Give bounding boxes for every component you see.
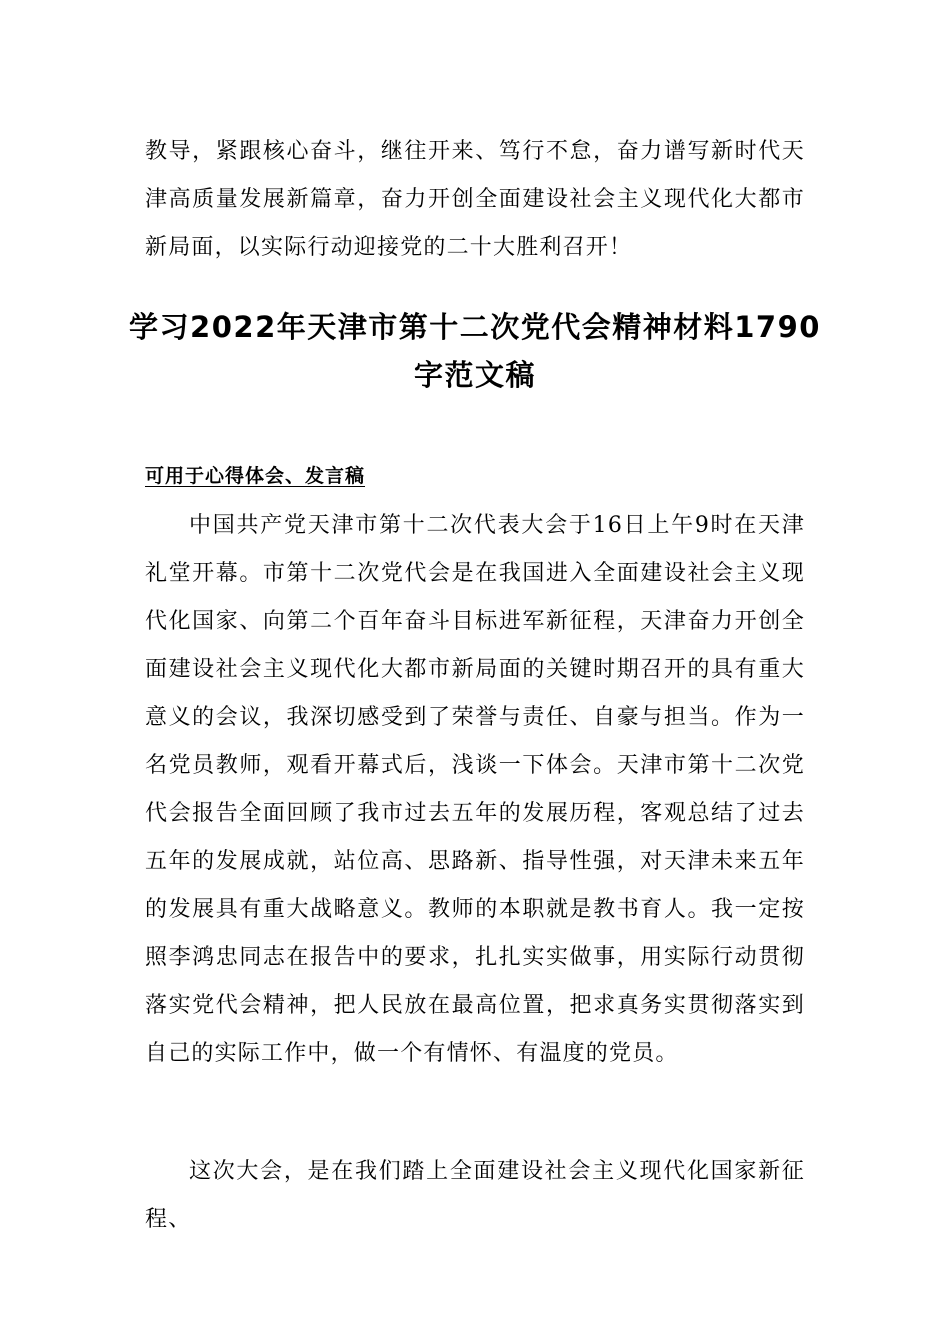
- continuation-paragraph: 教导，紧跟核心奋斗，继往开来、笃行不怠，奋力谱写新时代天津高质量发展新篇章，奋力开创全面建设社会主义现代化大都市新局面，以实际行动迎接党的二十大胜利召开！: [145, 139, 805, 260]
- document-subtitle: 可用于心得体会、发言稿: [145, 465, 366, 487]
- body-paragraph-next: 这次大会，是在我们踏上全面建设社会主义现代化国家新征程、: [145, 1159, 805, 1232]
- document-title: 学习2022年天津市第十二次党代会精神材料1790字范文稿: [129, 310, 821, 392]
- body-paragraph: 中国共产党天津市第十二次代表大会于16日上午9时在天津礼堂开幕。市第十二次党代会是在我国进入全面建设社会主义现代化国家、向第二个百年奋斗目标进军新征程，天津奋力开创全面建设社会主义现代化大都市新局面的关键时期召开的具有重大意义的会议，我深切感受到了荣誉与责任、自豪与担当。作为一名党员教师，观看开幕式后，浅谈一下体会。天津市第十二次党代会报告全面回顾了我市过去五年的发展历程，客观总结了过去五年的发展成就，站位高、思路新、指导性强，对天津未来五年的发展具有重大战略意义。教师的本职就是教书育人。我一定按照李鸿忠同志在报告中的要求，扎扎实实做事，用实际行动贯彻落实党代会精神，把人民放在最高位置，把求真务实贯彻落实到自己的实际工作中，做一个有情怀、有温度的党员。: [145, 513, 805, 1066]
